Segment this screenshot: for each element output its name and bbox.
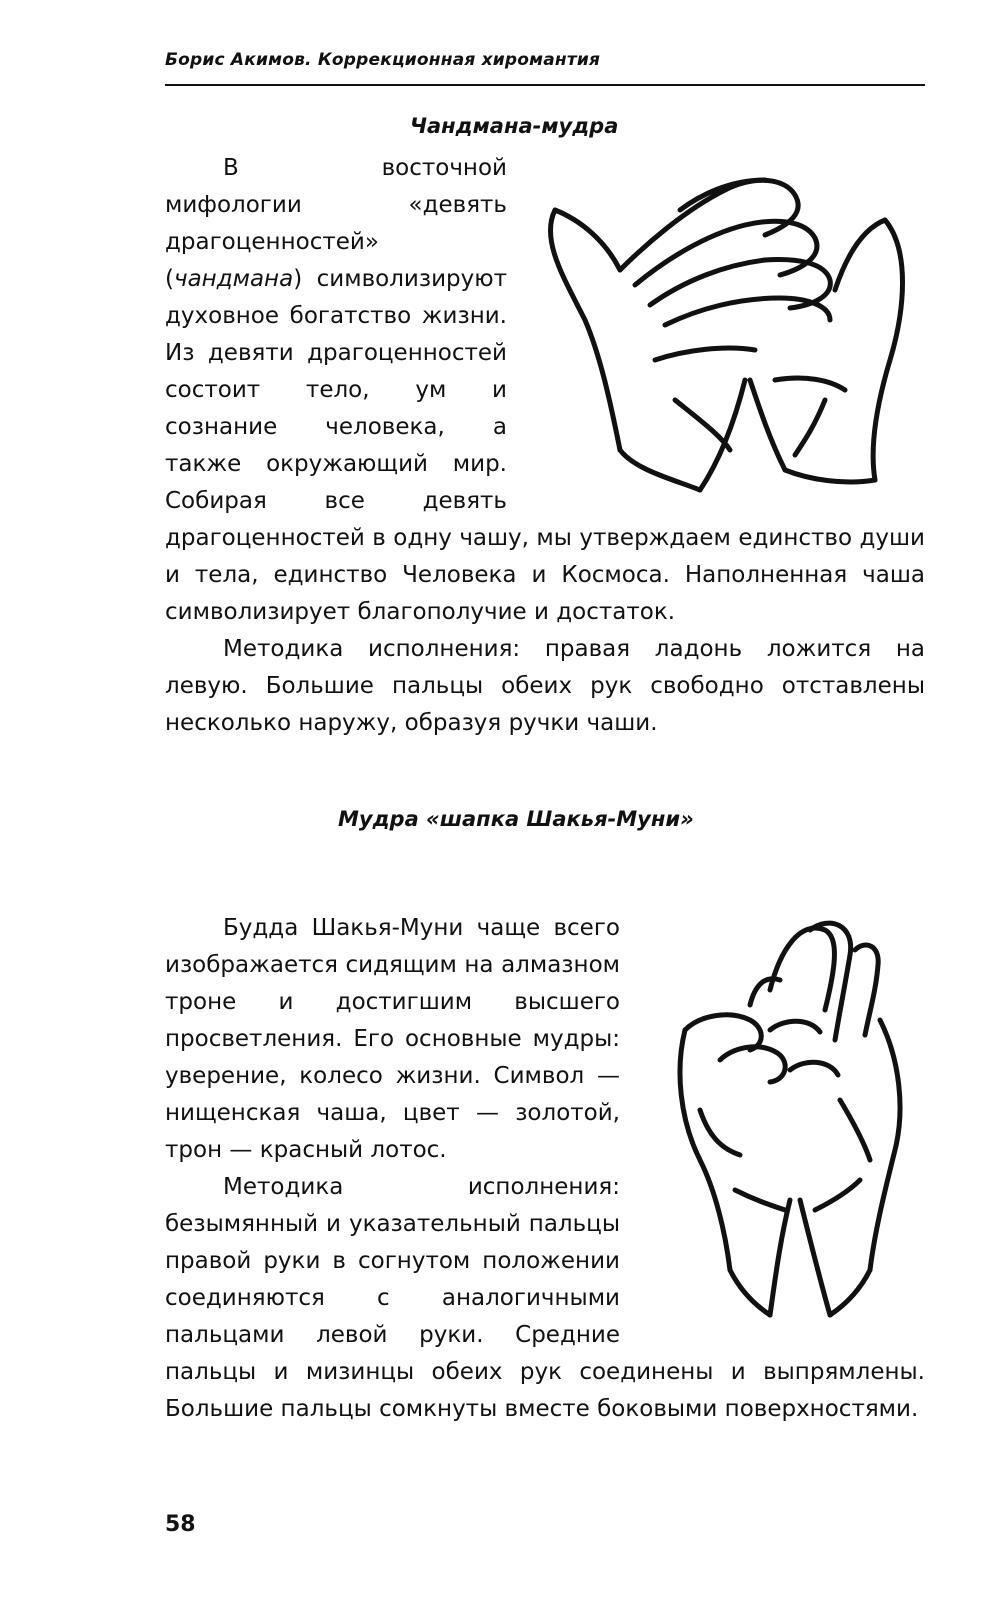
- paragraph-method: Методика исполнения: правая ладонь ложится на левую. Большие пальцы обеих рук свободно отставлены несколько наружу, образуя ручки чаши.: [165, 636, 925, 736]
- paragraph: В восточной мифологии «девять драгоценностей» (чандмана) символизируют духовное богатство жизни. Из девяти драгоценностей состоит тело, ум и сознание человека, а также окружающий мир. Собирая все девять драгоценностей в одну чашу, мы утверждаем единство души и тела, единство Человека и Космоса. Наполненная чаша символизирует благополучие и достаток.: [165, 155, 925, 625]
- cupped-hands-illustration: [525, 150, 925, 520]
- header-rule: [165, 84, 925, 86]
- running-header: Борис Акимов. Коррекционная хиромантия: [165, 50, 601, 70]
- section-body-chandmana: [165, 150, 925, 742]
- section-title-shakyamuni: Мудра «шапка Шакья-Муни»: [338, 807, 694, 831]
- paragraph: Будда Шакья-Муни чаще всего изображается сидящим на алмазном троне и достигшим высшего просветления. Его основные мудры: уверение, колесо жизни. Символ — нищенская чаша, цвет — золотой, трон — красный лотос.: [165, 915, 620, 1163]
- shakyamuni-cap-hands-illustration: [640, 910, 925, 1320]
- paragraph-method: Методика исполнения: безымянный и указательный пальцы правой руки в согнутом положении соединяются с аналогичными пальцами левой руки. Средние пальцы и мизинцы обеих рук соединены и выпрямлены. Большие пальцы сомкнуты вместе боковыми поверхностями.: [165, 1174, 925, 1422]
- page-number: 58: [165, 1512, 196, 1537]
- section-body-shakyamuni: [165, 910, 925, 1428]
- section-title-chandmana: Чандмана-мудра: [410, 114, 619, 138]
